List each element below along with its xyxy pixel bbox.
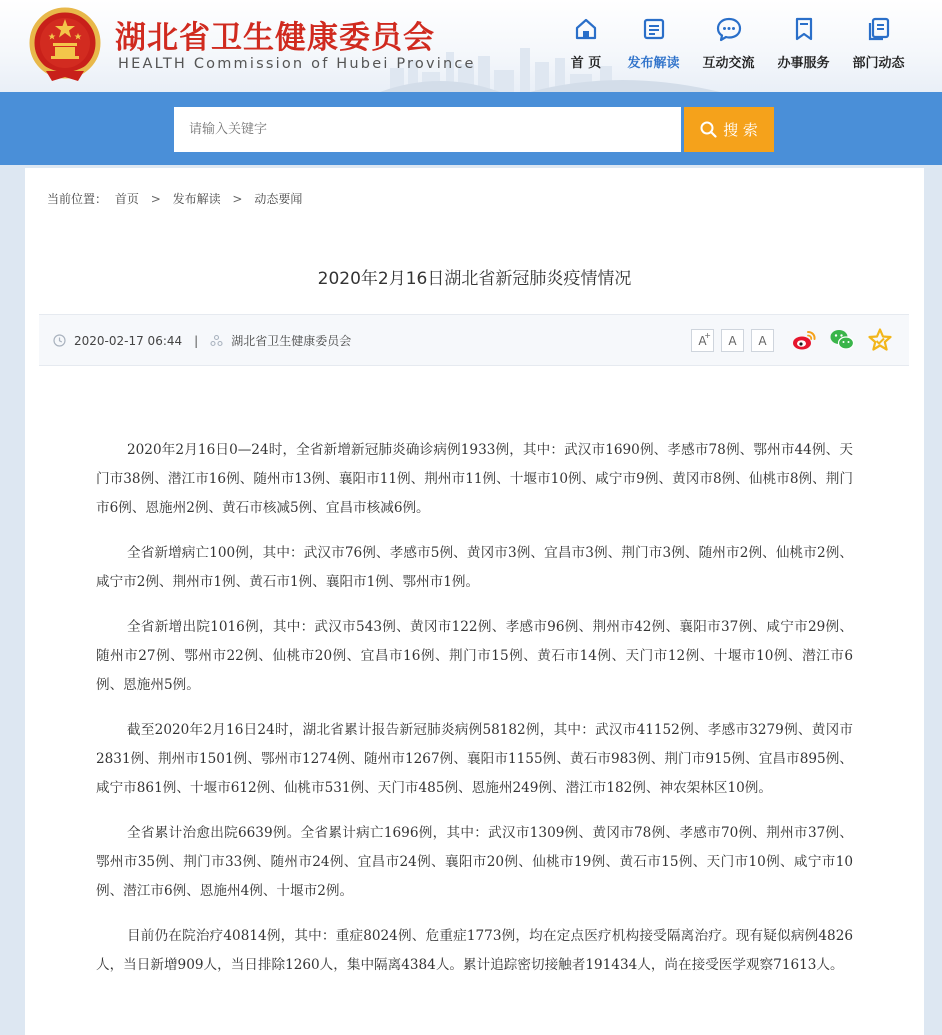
article-paragraph: 全省新增病亡100例，其中：武汉市76例、孝感市5例、黄冈市3例、宜昌市3例、荆门市3例、随州市2例、仙桃市2例、咸宁市2例、荆州市1例、黄石市1例、襄阳市1例、鄂州市1例。	[96, 545, 853, 590]
article-card	[25, 168, 924, 1035]
site-title: 湖北省卫生健康委员会	[115, 20, 435, 56]
chat-bubble-icon	[716, 16, 742, 42]
nav-item-interaction[interactable]	[691, 10, 766, 71]
nav-item-home[interactable]	[556, 10, 616, 71]
article-meta	[53, 332, 351, 349]
site-header	[0, 0, 942, 92]
favorite-button[interactable]	[867, 327, 893, 353]
home-icon	[573, 16, 599, 42]
nav-label-dept-news: 部门动态	[852, 56, 905, 71]
breadcrumb-separator: >	[232, 192, 243, 206]
weibo-icon	[791, 327, 817, 353]
font-size-decrease-button[interactable]: A	[751, 329, 774, 352]
article-paragraph: 目前仍在院治疗40814例，其中：重症8024例、危重症1773例，均在定点医疗机构接受隔离治疗。现有疑似病例4826人，当日新增909人，当日排除1260人，集中隔离4384人。累计追踪密切接触者191434人，尚在接受医学观察71613人。	[96, 928, 853, 973]
search-band	[0, 92, 942, 165]
breadcrumb-release[interactable]: 发布解读	[172, 192, 221, 206]
wechat-icon	[829, 327, 855, 353]
nav-label-interaction: 互动交流	[702, 56, 755, 71]
breadcrumb	[47, 190, 302, 207]
search-button[interactable]	[684, 107, 774, 152]
breadcrumb-news[interactable]: 动态要闻	[254, 192, 303, 206]
article-paragraph: 截至2020年2月16日24时，湖北省累计报告新冠肺炎病例58182例，其中：武汉市41152例、孝感市3279例、黄冈市2831例、荆州市1501例、鄂州市1274例、随州市1267例、襄阳市1155例、黄石市983例、荆门市915例、宜昌市895例、咸宁市861例、十堰市612例、仙桃市531例、天门市485例、恩施州249例、潜江市182例、神农架林区10例。	[96, 722, 853, 796]
nav-item-dept-news[interactable]	[841, 10, 916, 71]
nav-item-release[interactable]	[616, 10, 691, 71]
org-icon	[210, 334, 223, 347]
article-paragraph: 全省累计治愈出院6639例。全省累计病亡1696例，其中：武汉市1309例、黄冈市78例、孝感市70例、荆州市37例、鄂州市35例、荆门市33例、随州市24例、宜昌市24例、襄阳市20例、仙桃市19例、黄石市15例、天门市10例、咸宁市10例、潜江市6例、恩施州4例、十堰市2例。	[96, 825, 853, 899]
article-title: 2020年2月16日湖北省新冠肺炎疫情情况	[317, 269, 632, 289]
star-icon	[867, 327, 893, 353]
pages-icon	[866, 16, 892, 42]
meta-divider: |	[194, 333, 199, 348]
clock-icon	[53, 334, 66, 347]
weibo-share-button[interactable]	[791, 327, 817, 353]
font-size-increase-button[interactable]: A +	[691, 329, 714, 352]
article-paragraph: 2020年2月16日0—24时，全省新增新冠肺炎确诊病例1933例，其中：武汉市1690例、孝感市78例、鄂州市44例、天门市38例、潜江市16例、随州市13例、襄阳市11例、荆州市11例、十堰市10例、咸宁市9例、黄冈市8例、仙桃市8例、荆门市6例、恩施州2例、黄石市核减5例、宜昌市核减6例。	[96, 442, 853, 516]
site-subtitle: HEALTH Commission of Hubei Province	[118, 56, 476, 72]
article-source: 湖北省卫生健康委员会	[231, 334, 352, 348]
breadcrumb-prefix: 当前位置：	[47, 192, 108, 206]
search-input[interactable]	[174, 107, 681, 152]
article-body	[96, 436, 853, 996]
search-icon	[700, 121, 717, 138]
nav-label-release: 发布解读	[627, 56, 680, 71]
nav-item-services[interactable]	[766, 10, 841, 71]
bookmark-icon	[791, 16, 817, 42]
article-paragraph: 全省新增出院1016例，其中：武汉市543例、黄冈市122例、孝感市96例、荆州市42例、襄阳市37例、咸宁市29例、随州市27例、鄂州市22例、仙桃市20例、宜昌市16例、荆门市15例、黄石市14例、天门市12例、十堰市10例、潜江市6例、恩施州5例。	[96, 619, 853, 693]
breadcrumb-home[interactable]: 首页	[114, 192, 139, 206]
nav-label-services: 办事服务	[777, 56, 830, 71]
font-size-controls	[691, 329, 774, 352]
font-size-reset-button[interactable]: A	[721, 329, 744, 352]
search-button-label: 搜 索	[723, 121, 758, 139]
nav-label-home: 首 页	[570, 56, 602, 71]
national-emblem-logo	[26, 5, 104, 85]
article-date: 2020-02-17 06:44	[74, 333, 183, 348]
article-meta-bar	[39, 314, 909, 366]
document-icon	[641, 16, 667, 42]
wechat-share-button[interactable]	[829, 327, 855, 353]
breadcrumb-separator: >	[150, 192, 161, 206]
share-bar	[791, 327, 893, 353]
main-nav	[556, 10, 916, 71]
